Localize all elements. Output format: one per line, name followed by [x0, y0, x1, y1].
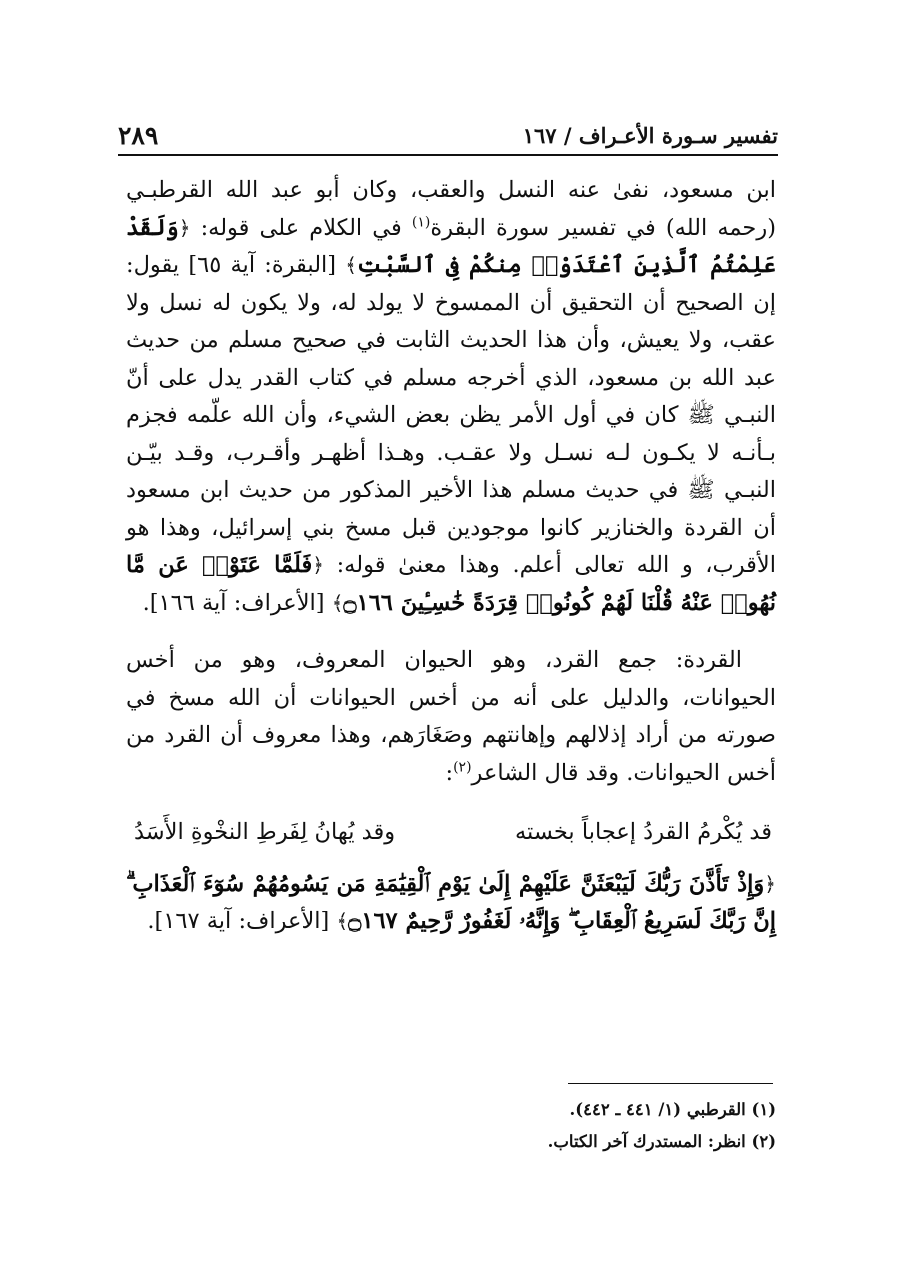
- paragraph-1: [126, 172, 776, 622]
- ornate-bracket-open: ﴿: [178, 215, 191, 240]
- quran-verse-araf-167: وَإِذْ تَأَذَّنَ رَبُّكَ لَيَبْعَثَنَّ عَلَيْهِمْ إِلَىٰ يَوْمِ ٱلْقِيَٰمَةِ مَن يَسُومُهُمْ سُوٓءَ ٱلْعَذَابِ ۗ إِنَّ رَبَّكَ لَسَرِيعُ ٱلْعِقَابِ ۖ وَإِنَّهُۥ لَغَفُورٌ رَّحِيمٌ ۝١٦٧: [126, 870, 776, 934]
- ornate-bracket-close-3: ﴾: [336, 909, 349, 933]
- paragraph-2: [126, 642, 776, 792]
- ornate-bracket-close: ﴾: [345, 253, 357, 277]
- para1-text-d: [الأعراف: آية ١٦٦].: [142, 589, 332, 616]
- footnote-mark-1: (١): [411, 214, 431, 230]
- ornate-bracket-open-3: ﴿: [764, 871, 776, 896]
- poem-hemistich-1: قد يُكْرمُ القردُ إعجاباً بخسته: [514, 819, 772, 845]
- ornate-bracket-open-2: ﴿: [312, 553, 324, 577]
- para2-text-a: القردة: جمع القرد، وهو الحيوان المعروف، وهو من أخس الحيوانات، والدليل على أنه من أخس الحيوانات أن الله مسخ في صورته من أراد إذلالهم وإهانتهم وصَغَارَهم، وهذا معروف أن القرد من أخس الحيوانات. وقد قال الشاعر: [126, 647, 776, 786]
- footnote-2: (٢) انظر: المستدرك آخر الكتاب.: [547, 1132, 776, 1151]
- para1-text-a: ابن مسعود، نفىٰ عنه النسل والعقب، وكان أبو عبد الله القرطبـي (رحمه الله) في تفسير سورة البقرة: [126, 177, 776, 241]
- para1-text-b: في الكلام على قوله:: [190, 214, 412, 241]
- body-text: [126, 172, 776, 941]
- ornate-bracket-close-2: ﴾: [331, 590, 344, 615]
- paragraph-3: [126, 866, 776, 941]
- quran-verse-araf-166: فَلَمَّا عَتَوْا۟ عَن مَّا نُهُوا۟ عَنْهُ قُلْنَا لَهُمْ كُونُوا۟ قِرَدَةً خَٰسِـِٔينَ ۝١٦٦: [126, 552, 776, 616]
- quran-verse-baqarah-65: وَلَقَدْ عَلِمْتُمُ ٱلَّذِينَ ٱعْتَدَوْا۟ مِنكُمْ فِى ٱلسَّبْتِ: [126, 214, 776, 278]
- poem-verse: [126, 814, 776, 852]
- footnotes: [126, 1094, 776, 1158]
- running-head: [118, 112, 778, 156]
- page-number: ٢٨٩: [118, 121, 159, 150]
- para2-text-b: :: [445, 759, 454, 786]
- running-title: تفسير سـورة الأعـراف / ١٦٧: [522, 123, 778, 148]
- footnote-1: (١) القرطبي (١/ ٤٤١ ـ ٤٤٢).: [569, 1100, 776, 1119]
- poem-hemistich-2: وقد يُهانُ لِفَرطِ النخْوةِ الأَسَدُ: [134, 819, 396, 845]
- para3-text-a: [الأعراف: آية ١٦٧].: [147, 908, 337, 934]
- para1-text-c: [البقرة: آية ٦٥] يقول: إن الصحيح أن التحقيق أن الممسوخ لا يولد له، ولا يكون له نسل ولا عقب، ولا يعيش، وأن هذا الحديث الثابت في صحيح مسلم من حديث عبد الله بن مسعود، الذي أخرجه مسلم في كتاب القدر يدل على أنّ النبـي ﷺ كان في أول الأمر يظن بعض الشيء، وأن الله علّمه فجزم بـأنـه لا يكـون لـه نسـل ولا عقـب. وهـذا أظهـر وأقـرب، وقـد بيّـن النبـي ﷺ في حديث مسلم هذا الأخير المذكور من حديث ابن مسعود أن القردة والخنازير كانوا موجودين قبل مسخ بني إسرائيل، وهذا هو الأقرب، و الله تعالى أعلم. وهذا معنىٰ قوله:: [126, 252, 776, 578]
- footnote-mark-2: (٢): [453, 759, 472, 775]
- footnote-divider: [568, 1083, 773, 1084]
